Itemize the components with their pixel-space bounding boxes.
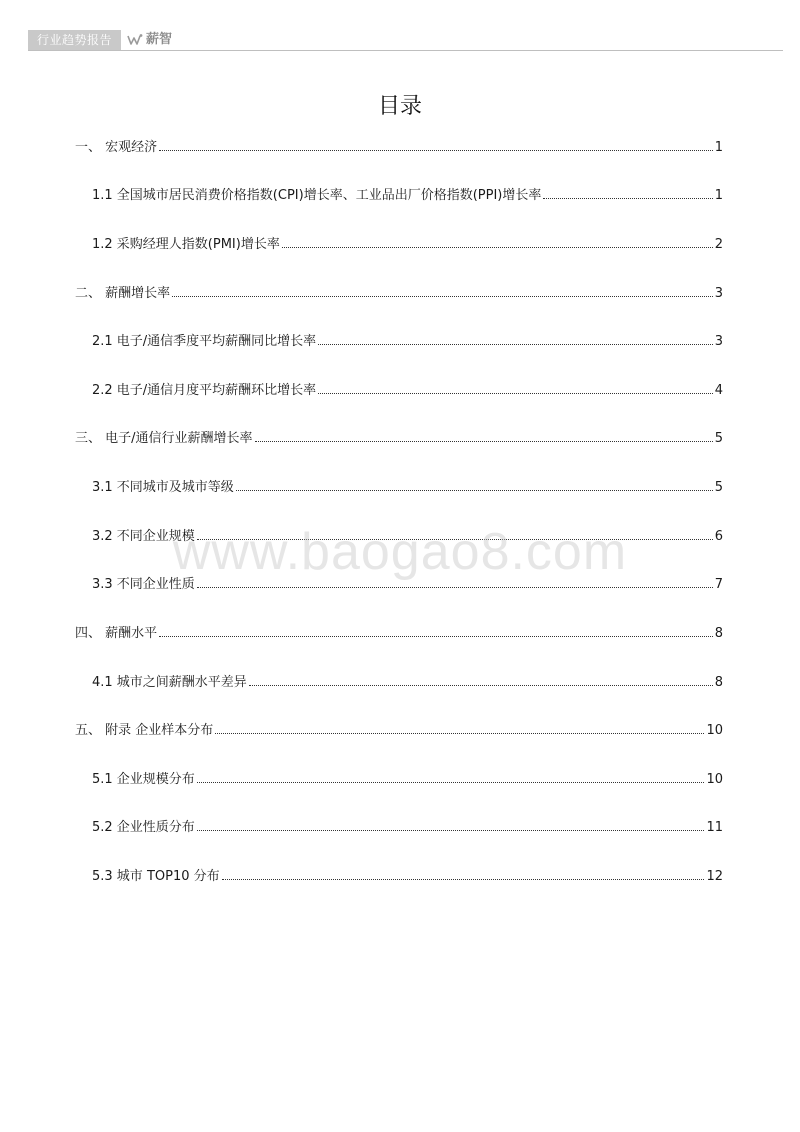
- toc-page-number: 3: [714, 334, 723, 349]
- toc-entry-label: 四、 薪酬水平: [75, 626, 158, 641]
- toc-page-number: 6: [714, 529, 723, 544]
- toc-dot-leader: [318, 392, 713, 394]
- toc-entry[interactable]: [92, 770, 723, 790]
- toc-entry[interactable]: [92, 381, 723, 401]
- toc-entry-label: 五、 附录 企业样本分布: [75, 723, 214, 738]
- toc-dot-leader: [255, 440, 713, 442]
- toc-entry-label: 2.2 电子/通信月度平均薪酬环比增长率: [92, 383, 317, 398]
- toc-entry-label: 一、 宏观经济: [75, 140, 158, 155]
- toc-entry-label: 1.1 全国城市居民消费价格指数(CPI)增长率、工业品出厂价格指数(PPI)增长率: [92, 188, 542, 203]
- header-divider: [28, 50, 783, 51]
- toc-entry-label: 3.3 不同企业性质: [92, 577, 195, 592]
- toc-dot-leader: [215, 732, 704, 734]
- toc-page-number: 5: [714, 480, 723, 495]
- brand-mark-icon: [127, 33, 143, 47]
- toc-entry-label: 4.1 城市之间薪酬水平差异: [92, 675, 247, 690]
- toc-page-number: 8: [714, 675, 723, 690]
- toc-dot-leader: [197, 586, 713, 588]
- toc-page-number: 4: [714, 383, 723, 398]
- toc-entry[interactable]: [92, 867, 723, 887]
- page-title: 目录: [377, 94, 422, 119]
- toc-entry-label: 二、 薪酬增长率: [75, 286, 171, 301]
- toc-dot-leader: [318, 343, 713, 345]
- brand-name: 薪智: [146, 32, 173, 47]
- toc-page-number: 8: [714, 626, 723, 641]
- toc-entry[interactable]: [75, 624, 723, 644]
- toc-entry-label: 3.1 不同城市及城市等级: [92, 480, 234, 495]
- toc-entry[interactable]: [92, 186, 723, 206]
- toc-page-number: 12: [706, 869, 723, 884]
- toc-dot-leader: [159, 635, 713, 637]
- toc-page-number: 2: [714, 237, 723, 252]
- toc-dot-leader: [249, 684, 713, 686]
- toc-entry[interactable]: [75, 721, 723, 741]
- toc-page-number: 10: [706, 772, 723, 787]
- toc-entry[interactable]: [75, 284, 723, 304]
- toc-dot-leader: [197, 829, 705, 831]
- toc-dot-leader: [197, 538, 713, 540]
- toc-entry-label: 1.2 采购经理人指数(PMI)增长率: [92, 237, 280, 252]
- toc-entry[interactable]: [92, 235, 723, 255]
- toc-entry-label: 5.3 城市 TOP10 分布: [92, 869, 220, 884]
- toc-page-number: 1: [714, 140, 723, 155]
- toc-entry-label: 5.2 企业性质分布: [92, 820, 195, 835]
- toc-page-number: 10: [706, 723, 723, 738]
- toc-dot-leader: [222, 878, 705, 880]
- toc-entry-label: 三、 电子/通信行业薪酬增长率: [75, 431, 253, 446]
- toc-page-number: 3: [714, 286, 723, 301]
- toc-entry[interactable]: [92, 818, 723, 838]
- toc-page-number: 7: [714, 577, 723, 592]
- toc-entry-label: 2.1 电子/通信季度平均薪酬同比增长率: [92, 334, 317, 349]
- toc-dot-leader: [159, 149, 713, 151]
- toc-dot-leader: [197, 781, 705, 783]
- toc-page-number: 1: [714, 188, 723, 203]
- toc-dot-leader: [282, 246, 713, 248]
- toc-dot-leader: [543, 197, 712, 199]
- toc-entry[interactable]: [92, 478, 723, 498]
- toc-dot-leader: [172, 295, 713, 297]
- toc-entry[interactable]: [92, 673, 723, 693]
- toc-page-number: 5: [714, 431, 723, 446]
- brand-logo: [127, 30, 172, 50]
- toc-dot-leader: [236, 489, 713, 491]
- toc-entry-label: 5.1 企业规模分布: [92, 772, 195, 787]
- toc-entry[interactable]: [92, 575, 723, 595]
- toc-entry[interactable]: [92, 332, 723, 352]
- toc-entry-label: 3.2 不同企业规模: [92, 529, 195, 544]
- report-type-tag: 行业趋势报告: [28, 30, 121, 50]
- toc-page-number: 11: [706, 820, 723, 835]
- toc-entry[interactable]: [75, 429, 723, 449]
- toc-entry[interactable]: [75, 138, 723, 158]
- page-header: [28, 30, 783, 52]
- toc-entry[interactable]: [92, 527, 723, 547]
- watermark: www.baogao8.com: [172, 523, 628, 581]
